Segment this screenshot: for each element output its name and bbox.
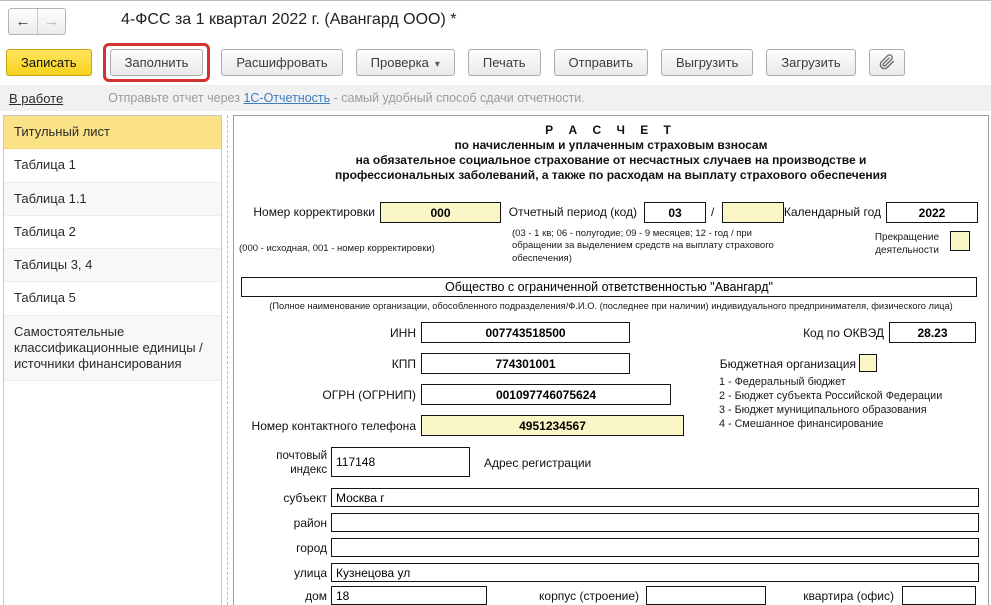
- forward-arrow-icon: →: [44, 13, 59, 30]
- apartment-label: квартира (офис): [803, 589, 894, 603]
- sidebar-item-table-5[interactable]: Таблица 5: [4, 282, 221, 315]
- organization-name-field[interactable]: [241, 277, 977, 297]
- okved-label: Код по ОКВЭД: [803, 326, 884, 340]
- forward-button[interactable]: [37, 9, 65, 34]
- sidebar-item-title-page[interactable]: Титульный лист: [4, 116, 221, 149]
- sidebar-item-tables-3-4[interactable]: Таблицы 3, 4: [4, 249, 221, 282]
- termination-label: Прекращение деятельности: [874, 232, 939, 256]
- title-bar: [0, 3, 991, 41]
- section-sidebar: [3, 115, 222, 605]
- inn-label: ИНН: [390, 326, 416, 340]
- city-field[interactable]: [331, 538, 979, 557]
- decrypt-button[interactable]: Расшифровать: [221, 49, 342, 76]
- toolbar: [0, 41, 991, 83]
- inn-field[interactable]: [421, 322, 630, 343]
- subject-field[interactable]: [331, 488, 979, 507]
- building-label: корпус (строение): [539, 589, 639, 603]
- dropdown-caret-icon: ▾: [434, 58, 440, 70]
- send-button[interactable]: Отправить: [554, 49, 648, 76]
- period-note: (03 - 1 кв; 06 - полугодие; 09 - 9 месяцев; 12 - год / при обращении за выделением средств на выплату страхового обеспечения): [512, 228, 774, 264]
- phone-field[interactable]: [421, 415, 684, 436]
- back-button[interactable]: [9, 9, 37, 34]
- import-button[interactable]: Загрузить: [766, 49, 855, 76]
- period-separator: /: [711, 205, 715, 219]
- budget-option: 3 - Бюджет муниципального образования: [719, 404, 927, 416]
- house-label: дом: [305, 589, 327, 603]
- period-code-field[interactable]: [644, 202, 706, 223]
- budget-option: 4 - Смешанное финансирование: [719, 418, 884, 430]
- street-field[interactable]: [331, 563, 979, 582]
- fill-button[interactable]: Заполнить: [110, 49, 204, 76]
- apartment-field[interactable]: [902, 586, 976, 605]
- termination-checkbox[interactable]: [950, 231, 970, 251]
- back-arrow-icon: ←: [15, 13, 31, 30]
- ogrn-label: ОГРН (ОГРНИП): [322, 388, 416, 402]
- save-button[interactable]: Записать: [6, 49, 92, 76]
- sidebar-item-classification-units[interactable]: Самостоятельные классификационные единицы / источники финансирования: [4, 316, 221, 382]
- correction-number-field[interactable]: [380, 202, 501, 223]
- correction-note: (000 - исходная, 001 - номер корректировки): [239, 243, 435, 254]
- status-message: Отправьте отчет через 1С-Отчетность - самый удобный способ сдачи отчетности.: [108, 91, 585, 105]
- status-bar: [0, 85, 991, 111]
- organization-caption: (Полное наименование организации, обособленного подразделения/Ф.И.О. (последнее при наличии) индивидуального предпринимателя, физического лица): [269, 301, 953, 311]
- budget-option: 2 - Бюджет субъекта Российской Федерации: [719, 390, 943, 402]
- form-header: Р А С Ч Е Т по начисленным и уплаченным страховым взносам на обязательное социальное страхование от несчастных случаев на производстве и профессиональных заболеваний, а также по расходам на выплату страхового обеспечения: [334, 123, 888, 182]
- sidebar-item-table-1-1[interactable]: Таблица 1.1: [4, 183, 221, 216]
- paperclip-icon: [879, 54, 895, 70]
- sidebar-item-table-1[interactable]: Таблица 1: [4, 149, 221, 182]
- building-field[interactable]: [646, 586, 766, 605]
- attach-button[interactable]: [869, 49, 905, 76]
- title-page-form: [233, 115, 989, 605]
- city-label: город: [296, 541, 327, 555]
- budget-org-checkbox[interactable]: [859, 354, 877, 372]
- subject-label: субъект: [283, 491, 327, 505]
- kpp-label: КПП: [391, 357, 416, 371]
- period-label: Отчетный период (код): [508, 205, 637, 219]
- correction-label: Номер корректировки: [253, 205, 375, 219]
- 1c-reporting-link[interactable]: 1С-Отчетность: [243, 91, 331, 105]
- nav-history-group: [8, 8, 66, 35]
- okved-field[interactable]: [889, 322, 976, 343]
- print-button[interactable]: Печать: [468, 49, 541, 76]
- house-field[interactable]: [331, 586, 487, 605]
- highlight-annotation: [103, 43, 211, 82]
- registration-address-label: Адрес регистрации: [484, 456, 592, 470]
- district-label: район: [293, 516, 327, 530]
- street-label: улица: [294, 566, 327, 580]
- page-title: 4-ФСС за 1 квартал 2022 г. (Авангард ООО) *: [121, 11, 457, 28]
- check-menu-button[interactable]: Проверка ▾: [356, 49, 455, 76]
- content-area: [0, 113, 991, 605]
- kpp-field[interactable]: [421, 353, 630, 374]
- postal-index-field[interactable]: [331, 447, 470, 477]
- phone-label: Номер контактного телефона: [251, 419, 416, 433]
- district-field[interactable]: [331, 513, 979, 532]
- year-label: Календарный год: [783, 205, 881, 219]
- panel-splitter[interactable]: [227, 115, 228, 605]
- budget-option: 1 - Федеральный бюджет: [719, 376, 846, 388]
- year-field[interactable]: [886, 202, 978, 223]
- ogrn-field[interactable]: [421, 384, 671, 405]
- budget-org-label: Бюджетная организация: [719, 357, 856, 371]
- budget-options-list: [719, 375, 942, 431]
- export-button[interactable]: Выгрузить: [661, 49, 753, 76]
- report-state-link[interactable]: В работе: [9, 90, 64, 106]
- postal-index-label: почтовый индекс: [276, 450, 327, 476]
- sidebar-item-table-2[interactable]: Таблица 2: [4, 216, 221, 249]
